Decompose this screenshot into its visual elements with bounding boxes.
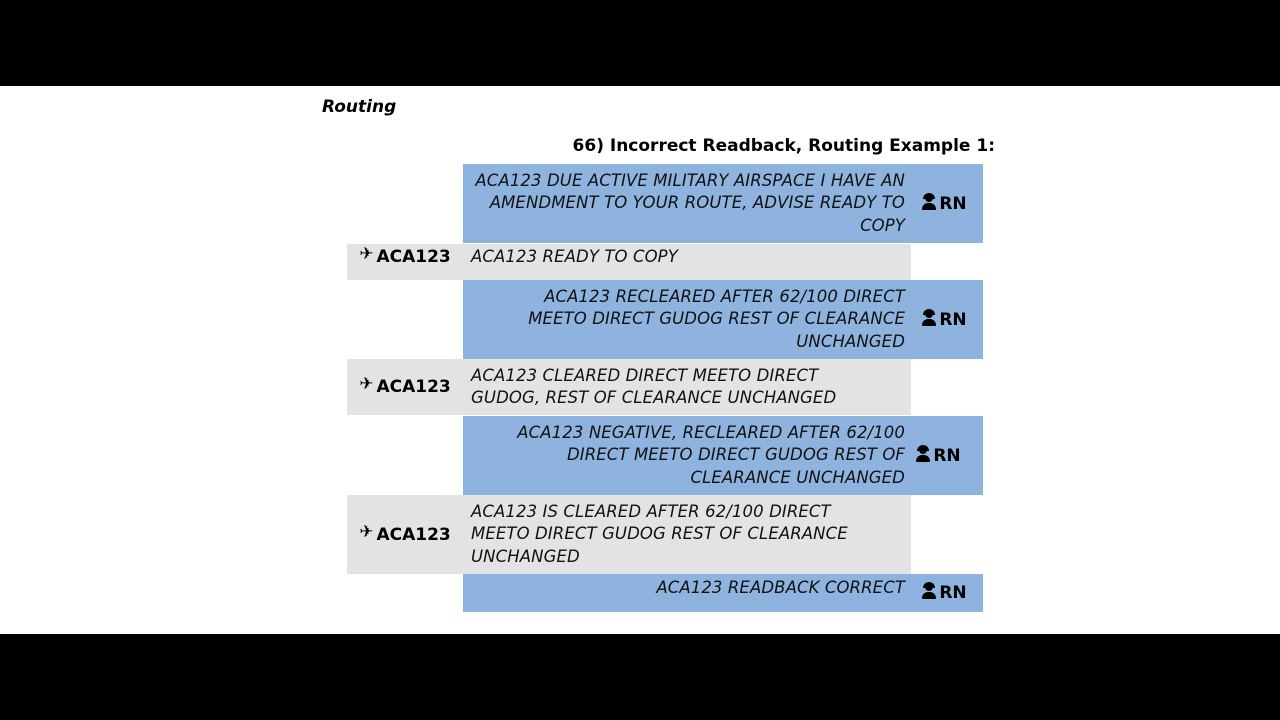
airplane-icon: ✈ — [359, 521, 374, 542]
transmission-text: ACA123 READY TO COPY — [471, 247, 678, 266]
speaker-name: RN — [939, 583, 967, 603]
transmission-text-box — [463, 280, 905, 359]
controller-transmission — [463, 280, 983, 359]
speaker-label — [905, 280, 983, 359]
speaker-name: RN — [939, 309, 967, 330]
controller-transmission — [463, 574, 983, 612]
speaker-label — [905, 574, 983, 612]
speaker-name: RN — [939, 193, 967, 214]
transmission-text-box — [463, 574, 905, 612]
section-title: Routing — [322, 97, 397, 117]
transmission-text: ACA123 RECLEARED AFTER 62/100 DIRECT MEETO DIRECT GUDOG REST OF CLEARANCE UNCHANGED — [528, 286, 905, 351]
example-title: 66) Incorrect Readback, Routing Example 1: — [572, 136, 995, 156]
transmission-text-box — [471, 359, 905, 415]
speaker-name: ACA123 — [376, 247, 451, 267]
controller-headset-icon — [921, 310, 937, 326]
controller-headset-icon — [915, 446, 931, 462]
pilot-transmission — [347, 359, 911, 415]
controller-headset-icon — [921, 583, 937, 599]
controller-headset-icon — [921, 194, 937, 210]
speaker-label — [905, 164, 983, 243]
speaker-name: ACA123 — [376, 377, 451, 397]
pilot-transmission — [347, 495, 911, 574]
speaker-label — [905, 416, 983, 495]
speaker-label — [347, 244, 463, 280]
transmission-text-box — [471, 495, 905, 574]
document-page — [0, 86, 1280, 634]
controller-transmission — [463, 164, 983, 243]
transmission-text-box — [471, 244, 905, 280]
controller-transmission — [463, 416, 983, 495]
transmission-text: ACA123 DUE ACTIVE MILITARY AIRSPACE I HAVE AN AMENDMENT TO YOUR ROUTE, ADVISE READY TO COPY — [475, 170, 905, 235]
transmission-text: ACA123 NEGATIVE, RECLEARED AFTER 62/100 DIRECT MEETO DIRECT GUDOG REST OF CLEARANCE UNCHANGED — [517, 422, 905, 487]
transmission-text: ACA123 READBACK CORRECT — [656, 578, 905, 597]
airplane-icon: ✈ — [359, 374, 374, 394]
transmission-text: ACA123 IS CLEARED AFTER 62/100 DIRECT MEETO DIRECT GUDOG REST OF CLEARANCE UNCHANGED — [471, 501, 848, 566]
speaker-name: ACA123 — [376, 524, 451, 545]
pilot-transmission — [347, 244, 911, 280]
speaker-name: RN — [933, 445, 961, 466]
airplane-icon: ✈ — [359, 244, 374, 264]
transmission-text: ACA123 CLEARED DIRECT MEETO DIRECT GUDOG, REST OF CLEARANCE UNCHANGED — [471, 365, 837, 407]
transmission-text-box — [463, 164, 905, 243]
transmission-text-box — [463, 416, 905, 495]
speaker-label — [347, 495, 463, 574]
speaker-label — [347, 359, 463, 415]
